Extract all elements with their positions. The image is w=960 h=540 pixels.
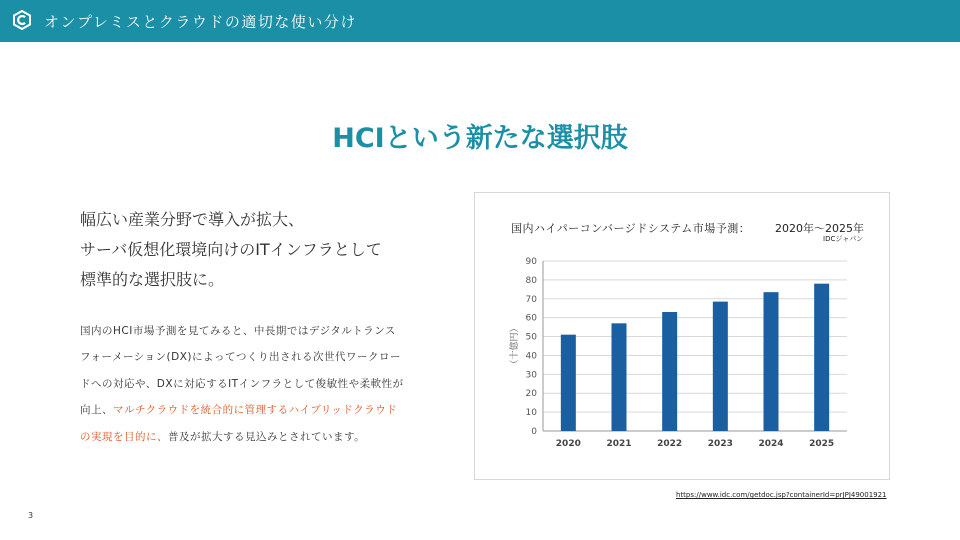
y-tick-label: 10: [525, 408, 537, 419]
body-line: [80, 424, 450, 450]
body-text-plain: 向上、: [80, 404, 113, 417]
bar-2020: [561, 335, 576, 431]
source-link[interactable]: https://www.idc.com/getdoc.jsp?containerId=prJPJ49001921: [676, 491, 887, 499]
chart-panel: [474, 192, 890, 480]
x-tick-label: 2022: [657, 439, 683, 449]
x-tick-label: 2023: [707, 439, 733, 449]
y-tick-label: 50: [525, 332, 537, 343]
body-text-plain: 普及が拡大する見込みとされています。: [168, 430, 366, 443]
lead-line: 標準的な選択肢に。: [80, 270, 225, 289]
body-line: ドへの対応や、DXに対応するITインフラとして俊敏性や柔軟性が: [80, 377, 404, 390]
y-tick-label: 20: [525, 389, 537, 400]
y-tick-label: 60: [525, 313, 537, 324]
body-line: 国内のHCI市場予測を見てみると、中長期ではデジタルトランス: [80, 325, 396, 337]
body-paragraph: [80, 318, 450, 450]
x-tick-label: 2020: [555, 439, 581, 449]
y-tick-label: 0: [531, 427, 537, 437]
x-tick-label: 2024: [758, 439, 784, 449]
header-bar: [0, 0, 960, 42]
body-line: [80, 397, 450, 423]
x-tick-label: 2025: [809, 439, 835, 449]
bar-2021: [612, 323, 627, 431]
page-number: 3: [28, 511, 34, 520]
bar-2023: [713, 302, 728, 431]
bar-2022: [662, 312, 677, 431]
bar-2024: [764, 292, 779, 431]
bar-chart: [475, 193, 889, 479]
y-tick-label: 40: [525, 351, 537, 362]
lead-line: 幅広い産業分野で導入が拡大、: [80, 210, 305, 229]
y-tick-label: 90: [525, 257, 537, 267]
body-highlight: マルチクラウドを統合的に管理するハイブリッドクラウド: [113, 404, 398, 417]
page-title: HCIという新たな選択肢: [332, 123, 628, 154]
chart-title: 国内ハイパーコンバージドシステム市場予測：: [511, 222, 751, 235]
header-title: オンプレミスとクラウドの適切な使い分け: [44, 13, 357, 31]
body-highlight: の実現を目的に、: [80, 430, 168, 443]
chart-range: 2020年～2025年: [775, 222, 864, 235]
y-tick-label: 80: [525, 275, 537, 286]
lead-line: サーバ仮想化環境向けのITインフラとして: [80, 240, 382, 259]
y-tick-label: 70: [525, 294, 537, 305]
x-tick-label: 2021: [606, 439, 632, 449]
y-axis-label: （十億円）: [510, 323, 520, 369]
y-tick-label: 30: [525, 370, 537, 381]
body-line: フォーメーション(DX)によってつくり出される次世代ワークロー: [80, 351, 401, 364]
lead-text: [80, 205, 460, 295]
chart-source: IDCジャパン: [823, 235, 864, 243]
bar-2025: [814, 284, 829, 431]
c-hexagon-logo-icon: [12, 10, 32, 30]
